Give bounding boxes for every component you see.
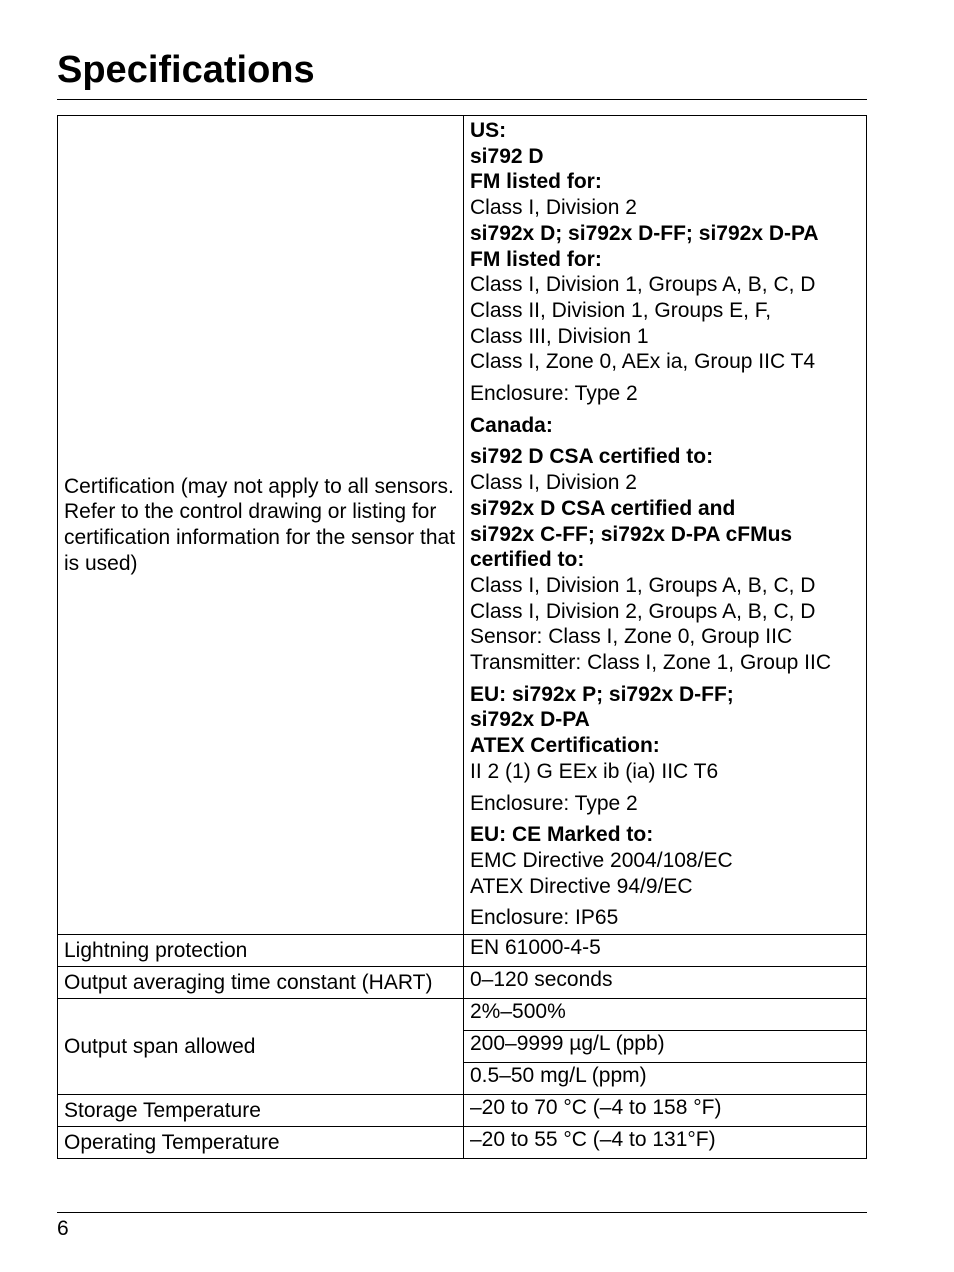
- certification-line: Class I, Division 1, Groups A, B, C, D: [470, 573, 816, 597]
- table-row-certification: [58, 116, 867, 935]
- certification-value: [464, 116, 867, 935]
- table-row-operating: [58, 1127, 867, 1159]
- certification-line: si792x D-PA: [470, 708, 590, 732]
- certification-block: [470, 682, 860, 785]
- certification-line: II 2 (1) G EEx ib (ia) IIC T6: [470, 759, 719, 783]
- certification-line: si792 D CSA certified to:: [470, 445, 714, 469]
- storage-label: Storage Temperature: [58, 1095, 464, 1127]
- lightning-value: EN 61000-4-5: [464, 935, 867, 967]
- table-row-averaging: [58, 967, 867, 999]
- span-value-ppm: 0.5–50 mg/L (ppm): [464, 1063, 867, 1095]
- certification-line: Class I, Division 2, Groups A, B, C, D: [470, 599, 816, 623]
- averaging-value: 0–120 seconds: [464, 967, 867, 999]
- certification-line: US:: [470, 119, 507, 142]
- certification-line: FM listed for:: [470, 170, 602, 194]
- certification-line: Class II, Division 1, Groups E, F,: [470, 298, 772, 322]
- certification-block: [470, 118, 860, 375]
- certification-line: Class I, Division 1, Groups A, B, C, D: [470, 273, 816, 297]
- operating-label: Operating Temperature: [58, 1127, 464, 1159]
- certification-line: Enclosure: Type 2: [470, 382, 638, 406]
- certification-line: Enclosure: Type 2: [470, 791, 638, 815]
- certification-block: [470, 381, 860, 407]
- certification-line: Class I, Division 2: [470, 471, 637, 495]
- certification-block: [470, 791, 860, 817]
- table-row-lightning: [58, 935, 867, 967]
- storage-value: –20 to 70 °C (–4 to 158 °F): [464, 1095, 867, 1127]
- certification-block: [470, 822, 860, 899]
- certification-block: [470, 905, 860, 931]
- footer-divider: [57, 1212, 867, 1213]
- certification-label: Certification (may not apply to all sensors. Refer to the control drawing or listing for certification information for the sensor that is used): [58, 116, 464, 935]
- certification-line: Class I, Zone 0, AEx ia, Group IIC T4: [470, 350, 816, 374]
- certification-line: si792x D CSA certified and: [470, 496, 736, 520]
- table-row-span: [58, 999, 867, 1031]
- title-divider: [57, 99, 867, 100]
- span-label: Output span allowed: [58, 999, 464, 1095]
- certification-block: [470, 413, 860, 439]
- certification-line: Class III, Division 1: [470, 324, 649, 348]
- certification-line: Enclosure: IP65: [470, 906, 619, 930]
- specifications-table: [57, 115, 867, 1159]
- certification-line: EMC Directive 2004/108/EC: [470, 848, 733, 872]
- certification-line: si792x C-FF; si792x D-PA cFMus: [470, 522, 793, 546]
- certification-line: ATEX Directive 94/9/EC: [470, 874, 693, 898]
- certification-line: si792 D: [470, 144, 544, 168]
- certification-block: [470, 444, 860, 675]
- certification-line: Sensor: Class I, Zone 0, Group IIC: [470, 625, 793, 649]
- lightning-label: Lightning protection: [58, 935, 464, 967]
- certification-line: Transmitter: Class I, Zone 1, Group IIC: [470, 651, 831, 675]
- averaging-label: Output averaging time constant (HART): [58, 967, 464, 999]
- operating-value: –20 to 55 °C (–4 to 131°F): [464, 1127, 867, 1159]
- certification-line: EU: CE Marked to:: [470, 823, 654, 847]
- page-title: Specifications: [57, 49, 315, 91]
- span-value-percent: 2%–500%: [464, 999, 867, 1031]
- certification-line: Canada:: [470, 413, 553, 437]
- certification-line: Class I, Division 2: [470, 196, 637, 220]
- certification-line: EU: si792x P; si792x D-FF;: [470, 682, 734, 706]
- certification-line: ATEX Certification:: [470, 734, 660, 758]
- page-number: 6: [57, 1217, 69, 1240]
- certification-line: FM listed for:: [470, 247, 602, 271]
- certification-line: certified to:: [470, 548, 585, 572]
- span-value-ppb: 200–9999 µg/L (ppb): [464, 1031, 867, 1063]
- table-row-storage: [58, 1095, 867, 1127]
- certification-line: si792x D; si792x D-FF; si792x D-PA: [470, 221, 819, 245]
